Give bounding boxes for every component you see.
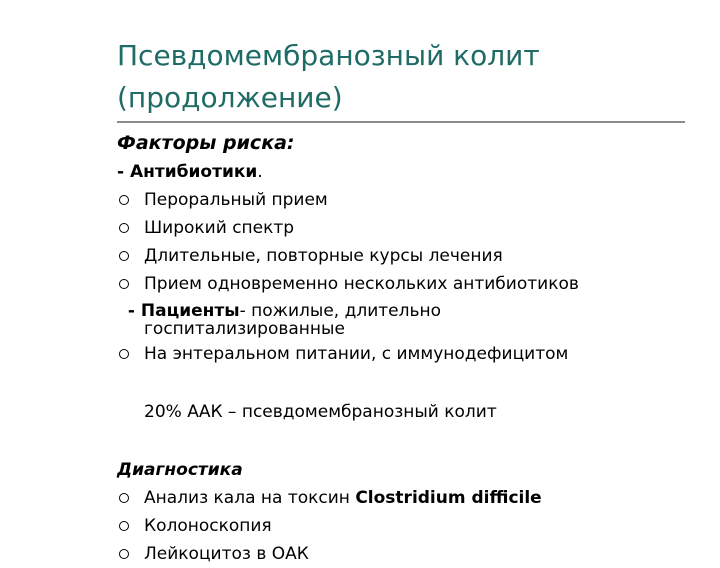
bullet-item bbox=[117, 340, 707, 368]
hollow-circle-bullet-icon bbox=[119, 549, 129, 559]
blank-line bbox=[117, 368, 707, 398]
bullet-item bbox=[117, 214, 707, 242]
bullet-text: Колоноскопия bbox=[144, 516, 272, 536]
risk-factors-heading: Факторы риска: bbox=[117, 132, 295, 154]
diagnostics-heading: Диагностика bbox=[117, 460, 243, 480]
title-line-2: (продолжение) bbox=[117, 81, 343, 114]
bullet-text: Длительные, повторные курсы лечения bbox=[144, 246, 503, 266]
patients-label: - Пациенты bbox=[122, 301, 240, 321]
hollow-circle-bullet-icon bbox=[119, 195, 129, 205]
antibiotics-subheading bbox=[117, 158, 707, 186]
patients-text: - пожилые, длительно bbox=[239, 301, 442, 321]
slide-body bbox=[117, 128, 707, 568]
patients-subheading bbox=[117, 298, 707, 338]
bullet-item bbox=[117, 512, 707, 540]
bullet-item bbox=[117, 270, 707, 298]
title-divider bbox=[117, 121, 685, 123]
antibiotics-suffix: . bbox=[257, 162, 263, 182]
hollow-circle-bullet-icon bbox=[119, 251, 129, 261]
bullet-text: Лейкоцитоз в ОАК bbox=[144, 544, 309, 564]
bullet-item bbox=[117, 186, 707, 214]
bullet-text: Анализ кала на токсин bbox=[144, 488, 356, 508]
bullet-text: Прием одновременно нескольких антибиотиков bbox=[144, 274, 579, 294]
bullet-text: Пероральный прием bbox=[144, 190, 328, 210]
hollow-circle-bullet-icon bbox=[119, 223, 129, 233]
title-line-1: Псевдомембранозный колит bbox=[117, 39, 540, 72]
slide-title bbox=[117, 35, 697, 119]
bullet-item bbox=[117, 484, 707, 512]
bullet-item bbox=[117, 242, 707, 270]
blank-line bbox=[117, 426, 707, 456]
bullet-text: На энтеральном питании, с иммунодефицитом bbox=[144, 344, 569, 364]
hollow-circle-bullet-icon bbox=[119, 279, 129, 289]
hollow-circle-bullet-icon bbox=[119, 493, 129, 503]
patients-text-continued: госпитализированные bbox=[144, 319, 345, 339]
hollow-circle-bullet-icon bbox=[119, 349, 129, 359]
organism-name: Clostridium difficile bbox=[355, 488, 542, 508]
aak-note: 20% ААК – псевдомембранозный колит bbox=[144, 402, 497, 422]
bullet-item bbox=[117, 540, 707, 568]
bullet-text: Широкий спектр bbox=[144, 218, 295, 238]
hollow-circle-bullet-icon bbox=[119, 521, 129, 531]
antibiotics-label: - Антибиотики bbox=[117, 162, 258, 182]
